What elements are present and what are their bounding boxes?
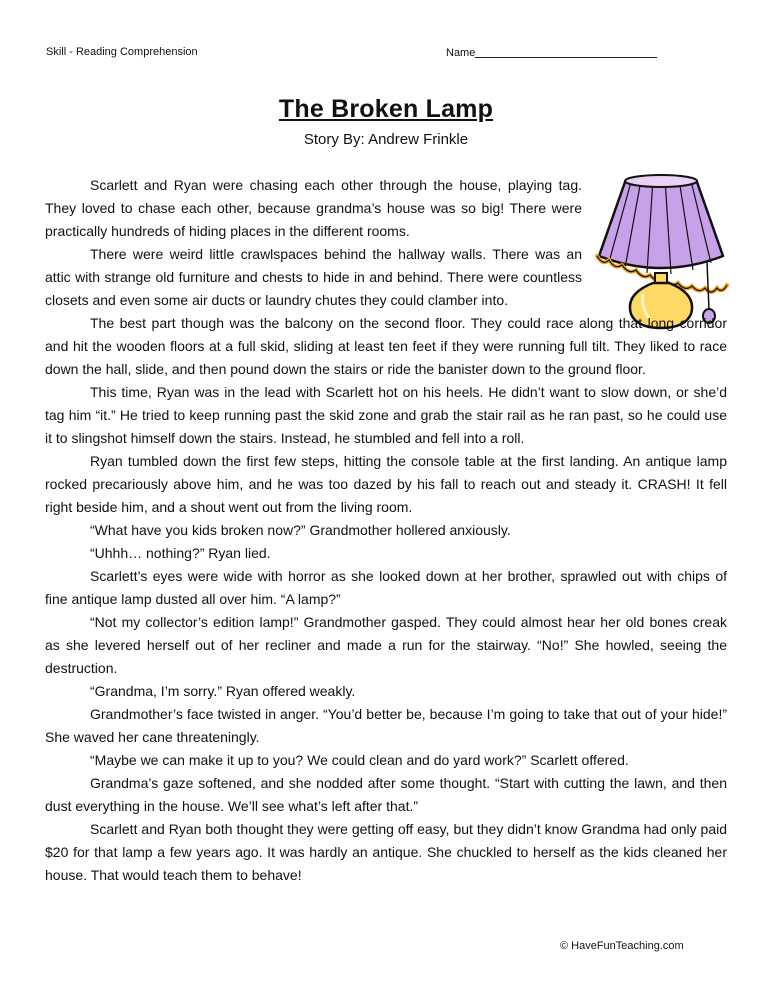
story-paragraph: “What have you kids broken now?” Grandmother hollered anxiously. xyxy=(90,522,511,538)
name-label: Name xyxy=(446,47,476,59)
name-field[interactable] xyxy=(446,46,657,59)
story-paragraph: Scarlett’s eyes were wide with horror as she looked down at her brother, sprawled out with chips of fine antique lamp dusted all over him. “A lamp?” xyxy=(45,568,727,607)
worksheet-header xyxy=(46,46,726,62)
story-paragraph: This time, Ryan was in the lead with Scarlett hot on his heels. He didn’t want to slow down, or she’d tag him “it.” He tried to keep running past the skid zone and grab the stair rail as he ran past, so he could use it to slingshot himself down the stairs. Instead, he stumbled and fell into a roll. xyxy=(45,384,727,446)
name-blank-line[interactable] xyxy=(475,46,657,58)
story-paragraph: Grandma’s gaze softened, and she nodded after some thought. “Start with cutting the lawn, and then dust everything in the house. We’ll see what’s left after that.” xyxy=(45,775,727,814)
story-paragraph: “Not my collector’s edition lamp!” Grandmother gasped. They could almost hear her old bones creak as she levered herself out of her recliner and made a run for the stairway. “No!” She howled, seeing the destruction. xyxy=(45,614,727,676)
story-byline: Story By: Andrew Frinkle xyxy=(303,131,469,148)
story-paragraph: “Maybe we can make it up to you? We could clean and do yard work?” Scarlett offered. xyxy=(90,752,629,768)
story-paragraph: “Grandma, I’m sorry.” Ryan offered weakly. xyxy=(90,683,356,699)
story-body xyxy=(45,174,727,887)
story-title: The Broken Lamp xyxy=(278,95,494,123)
story-paragraph: Scarlett and Ryan both thought they were getting off easy, but they didn’t know Grandma had only paid $20 for that lamp a few years ago. It was hardly an antique. She chuckled to herself as the kids cleaned her house. That would teach them to behave! xyxy=(45,821,727,883)
story-paragraph: Grandmother’s face twisted in anger. “You’d better be, because I’m going to take that out of your hide!” She waved her cane threateningly. xyxy=(45,706,727,745)
story-paragraph: Ryan tumbled down the first few steps, hitting the console table at the first landing. An antique lamp rocked precariously above him, and he was too dazed by his fall to reach out and steady it. CRASH! It fell right beside him, and a shout went out from the living room. xyxy=(45,453,727,515)
story-paragraph: Scarlett and Ryan were chasing each other through the house, playing tag. They loved to chase each other, because grandma’s house was so big! There were practically hundreds of hiding places in the different rooms. xyxy=(45,177,582,239)
story-paragraph: There were weird little crawlspaces behind the hallway walls. There was an attic with strange old furniture and chests to hide in and behind. There were countless closets and even some air ducts or laundry chutes they could clamber into. xyxy=(45,246,582,308)
story-paragraph: “Uhhh… nothing?” Ryan lied. xyxy=(90,545,271,561)
story-paragraph: The best part though was the balcony on the second floor. They could race along that long corridor and hit the wooden floors at a full skid, sliding at least ten feet if they were running full tilt. They liked to race down the hall, slide, and then pound down the stairs or ride the banister down to the ground floor. xyxy=(45,315,727,377)
skill-label: Skill - Reading Comprehension xyxy=(46,46,198,58)
copyright-footer: © HaveFunTeaching.com xyxy=(560,940,684,952)
